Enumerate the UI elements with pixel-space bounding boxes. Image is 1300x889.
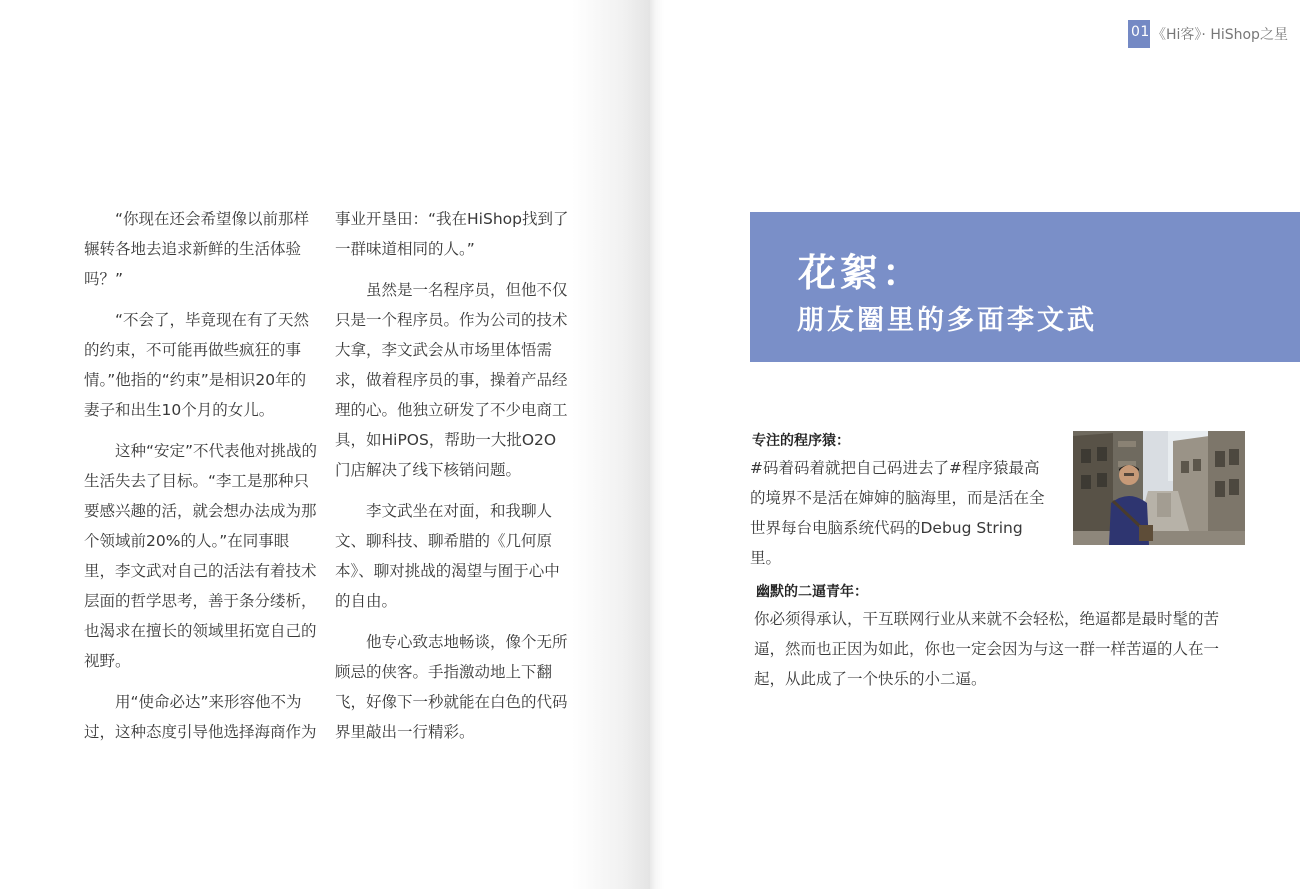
article-column-1	[84, 204, 320, 758]
banner-title: 花絮：	[798, 251, 925, 295]
section-body: 你必须得承认，干互联网行业从来就不会轻松，绝逼都是最时髦的苦逼，然而也正因为如此，你也一定会因为与这一群一样苦逼的人在一起，从此成了一个快乐的小二逼。	[754, 610, 1220, 688]
paragraph: 虽然是一名程序员，但他不仅只是一个程序员。作为公司的技术大拿，李文武会从市场里体悟需求，做着程序员的事，操着产品经理的心。他独立研发了不少电商工具，如HiPOS，帮助一大批O2O门店解决了线下核销问题。	[335, 281, 568, 479]
section-heading: 专注的程序猿：	[752, 433, 850, 449]
paragraph: 李文武坐在对面，和我聊人文、聊科技、聊希腊的《几何原本》、聊对挑战的渴望与囿于心中的自由。	[335, 502, 560, 610]
paragraph: “你现在还会希望像以前那样辗转各地去追求新鲜的生活体验吗？”	[84, 210, 310, 288]
article-column-2	[335, 204, 571, 758]
banner-subtitle: 朋友圈里的多面李文武	[797, 305, 1097, 336]
section-heading: 幽默的二逼青年：	[756, 584, 868, 600]
paragraph: 用“使命必达”来形容他不为过，这种态度引导他选择海商作为	[84, 693, 317, 741]
section-body: #码着码着就把自己码进去了#程序猿最高的境界不是活在婶婶的脑海里，而是活在全世界每台电脑系统代码的Debug String里。	[750, 459, 1045, 567]
paragraph: 他专心致志地畅谈，像个无所顾忌的侠客。手指激动地上下翻飞，好像下一秒就能在白色的代码界里敲出一行精彩。	[335, 633, 568, 741]
paragraph: “不会了，毕竟现在有了天然的约束，不可能再做些疯狂的事情。”他指的“约束”是相识20年的妻子和出生10个月的女儿。	[84, 311, 310, 419]
page-number: 01	[1131, 24, 1150, 40]
street-portrait-photo	[1073, 431, 1245, 545]
paragraph: 这种“安定”不代表他对挑战的生活失去了目标。“李工是那种只要感兴趣的活，就会想办法成为那个领域前20%的人。”在同事眼里，李文武对自己的活法有着技术层面的哲学思考，善于条分缕析，也渴求在擅长的领域里拓宽自己的视野。	[84, 442, 318, 670]
paragraph: 事业开垦田：“我在HiShop找到了一群味道相同的人。”	[335, 210, 569, 258]
running-header: 《Hi客》· HiShop之星	[1152, 27, 1288, 43]
section-banner	[750, 212, 1300, 362]
